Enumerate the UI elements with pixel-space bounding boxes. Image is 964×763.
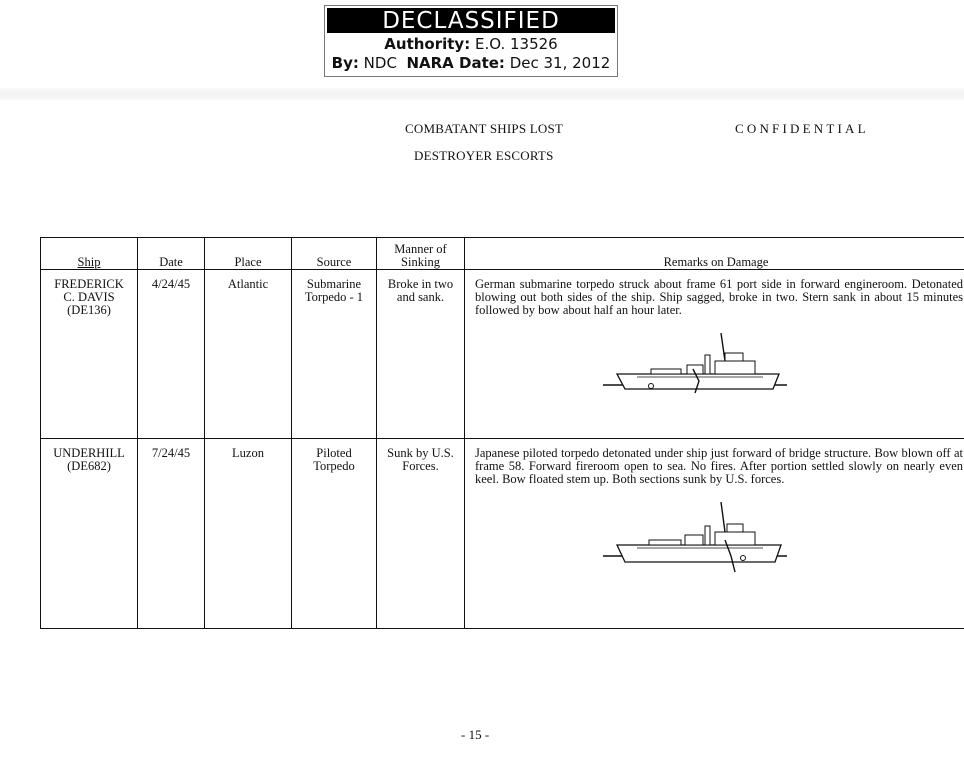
source-line2: Torpedo - 1 xyxy=(304,290,364,304)
ship-hull-number: (DE136) xyxy=(67,303,111,317)
stamp-by-date xyxy=(325,54,617,73)
ship-cell xyxy=(41,439,138,629)
source-line1: Piloted xyxy=(316,446,352,460)
date-cell: 4/24/45 xyxy=(138,270,205,439)
table-row xyxy=(41,439,964,629)
document-title: COMBATANT SHIPS LOST xyxy=(405,121,564,136)
source-cell xyxy=(292,270,377,439)
stamp-by-value: NDC xyxy=(363,54,397,72)
scan-band xyxy=(0,88,964,100)
remarks-cell xyxy=(465,270,964,439)
col-manner-line1: Manner of xyxy=(394,242,447,256)
ships-lost-table xyxy=(40,237,964,629)
col-manner-line2: Sinking xyxy=(401,255,440,269)
manner-line1: Broke in two xyxy=(387,277,454,291)
ship-cell xyxy=(41,270,138,439)
remarks-text: German submarine torpedo struck about frame 61 port side in forward engineroom. Detonated blowing out both sides of the ship. Ship sagged, broke in two. Stern sank in about 15 minutes followed by bow about half an hour later. xyxy=(475,277,963,317)
stamp-date-value: Dec 31, 2012 xyxy=(509,54,611,72)
ship-name-line2: C. DAVIS xyxy=(63,290,115,304)
manner-line2: Forces. xyxy=(402,459,439,473)
ship-name-line1: UNDERHILL xyxy=(53,446,125,460)
declassified-stamp xyxy=(324,5,618,77)
stamp-by-label: By: xyxy=(331,54,359,72)
stamp-title: DECLASSIFIED xyxy=(327,8,615,33)
date-cell: 7/24/45 xyxy=(138,439,205,629)
col-source: Source xyxy=(292,238,377,270)
col-remarks: Remarks on Damage xyxy=(465,238,964,270)
place-cell: Luzon xyxy=(205,439,292,629)
table-header-row xyxy=(41,238,964,270)
remarks-cell xyxy=(465,439,964,629)
stamp-authority xyxy=(325,35,617,54)
ship-damage-sketch xyxy=(603,331,803,401)
classification-label: CONFIDENTIAL xyxy=(735,121,869,136)
page-number: - 15 - xyxy=(461,727,490,742)
table-row xyxy=(41,270,964,439)
source-line1: Submarine xyxy=(306,277,362,291)
stamp-date-label: NARA Date: xyxy=(406,54,505,72)
col-date: Date xyxy=(138,238,205,270)
stamp-authority-label: Authority: xyxy=(384,35,471,53)
document-subtitle: DESTROYER ESCORTS xyxy=(414,148,554,163)
stamp-authority-value: E.O. 13526 xyxy=(475,35,558,53)
source-cell xyxy=(292,439,377,629)
manner-line1: Sunk by U.S. xyxy=(387,446,454,460)
source-line2: Torpedo xyxy=(313,459,355,473)
manner-line2: and sank. xyxy=(396,290,445,304)
remarks-text: Japanese piloted torpedo detonated under ship just forward of bridge structure. Bow blown off at frame 58. Forward fireroom open to sea. No fires. After portion settled slowly on nearly even keel. Bow floated stem up. Both sections sunk by U.S. forces. xyxy=(475,446,963,486)
ship-damage-sketch xyxy=(603,500,803,576)
col-ship-label: Ship xyxy=(77,255,101,269)
col-ship xyxy=(41,238,138,270)
manner-cell xyxy=(377,439,465,629)
ship-hull-number: (DE682) xyxy=(67,459,111,473)
col-place: Place xyxy=(205,238,292,270)
col-manner xyxy=(377,238,465,270)
manner-cell xyxy=(377,270,465,439)
ship-name-line1: FREDERICK xyxy=(54,277,124,291)
place-cell: Atlantic xyxy=(205,270,292,439)
